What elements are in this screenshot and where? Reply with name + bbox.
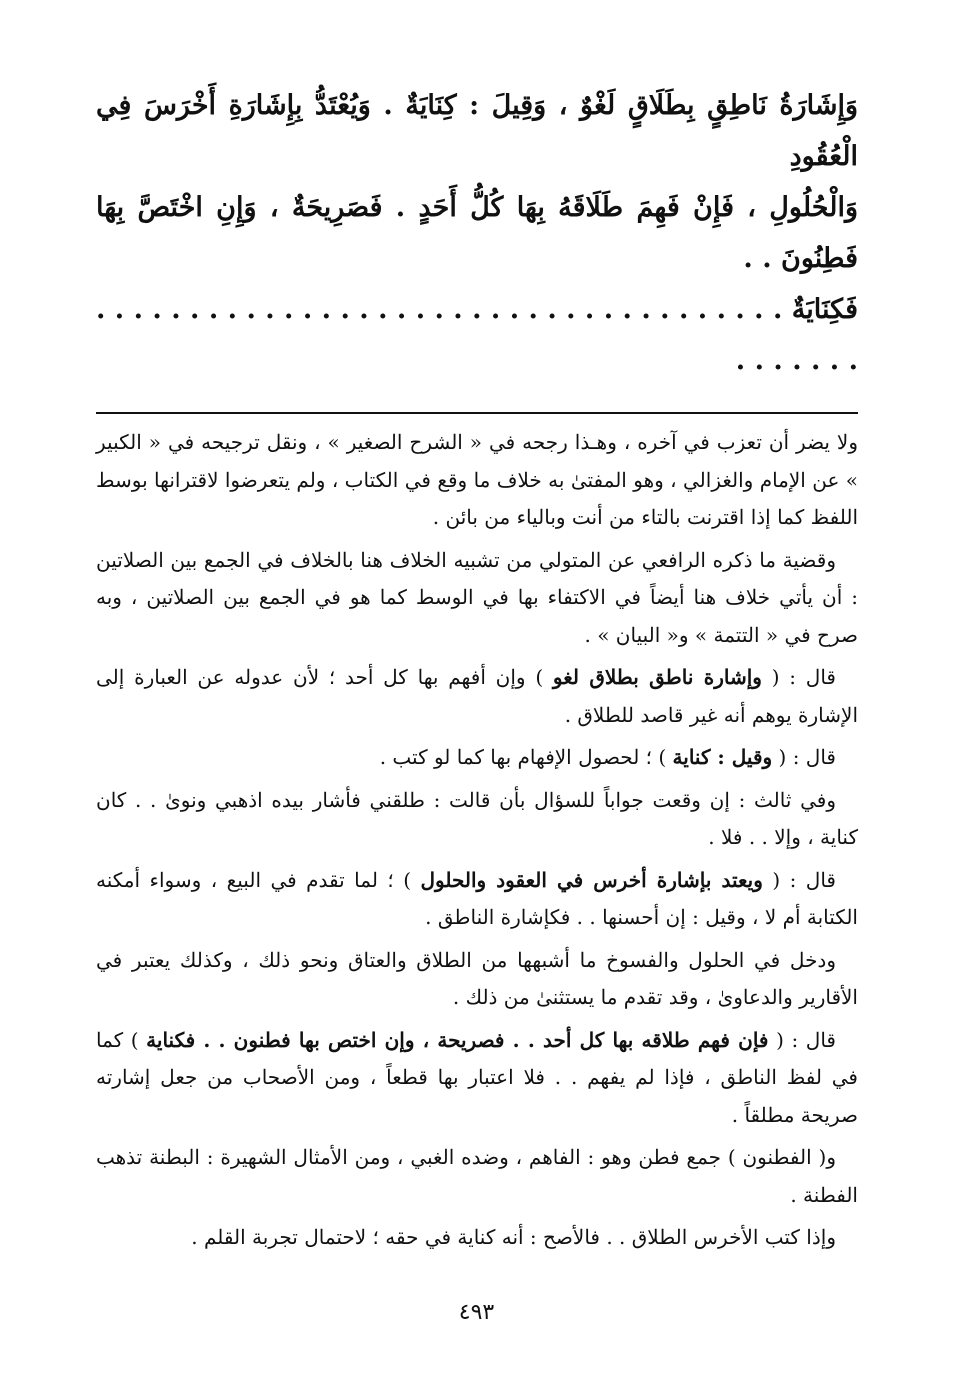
quote-open: قال : (: [761, 665, 836, 689]
matn-line: [96, 284, 858, 386]
matn-last-word: فَكِنَايَةٌ .: [773, 294, 858, 325]
divider-rule: [96, 412, 858, 414]
commentary-paragraph: و( الفطنون ) جمع فطن وهو : الفاهم ، وضده الغبي ، ومن الأمثال الشهيرة : البطنة تذهب الفطنة .: [96, 1145, 858, 1207]
commentary-paragraph: [96, 1022, 858, 1135]
commentary-paragraph: وإذا كتب الأخرس الطلاق . . فالأصح : أنه كناية في حقه ؛ لاحتمال تجربة القلم .: [191, 1225, 836, 1249]
commentary-text: ) ؛ لما تقدم في البيع ، وسواء أمكنه الكتابة أم لا ، وقيل : إن أحسنها . . فكإشارة الناطق .: [96, 867, 858, 929]
commentary-paragraph: [96, 739, 858, 777]
quote-open: قال : (: [772, 745, 836, 769]
commentary-paragraph: ولا يضر أن تعزب في آخره ، وهـذا رجحه في « الشرح الصغير » ، ونقل ترجيحه في « الكبير » عن الإمام والغزالي ، وهو المفتىٰ به خلاف ما وقع في الكتاب ، ولم يتعرضوا لاقترانها بوسط اللفظ كما إذا اقترنت بالتاء من أنت وبالياء من بائن .: [96, 430, 858, 529]
commentary-paragraph: [96, 659, 858, 734]
commentary-paragraph: ودخل في الحلول والفسوخ ما أشبهها من الطلاق والعتاق ونحو ذلك ، وكذلك يعتبر في الأقارير والدعاوىٰ ، وقد تقدم ما يستثنىٰ من ذلك .: [96, 947, 858, 1009]
quoted-matn: وقيل : كناية: [672, 745, 773, 769]
quoted-matn: وإشارة ناطق بطلاق لغو: [552, 665, 762, 689]
sharh-text: [96, 424, 858, 1257]
quote-open: قال : (: [762, 867, 836, 892]
matn-line: وَالْحُلُولِ ، فَإِنْ فَهِمَ طَلَاقَهُ بِهَا كُلُّ أَحَدٍ . فَصَرِيحَةٌ ، وَإِنِ اخْتَصَّ بِهَا فَطِنُونَ . .: [96, 192, 858, 274]
quoted-matn: فإن فهم طلاقه بها كل أحد . . فصريحة ، وإن اختص بها فطنون . . فكناية: [146, 1027, 769, 1052]
commentary-paragraph: وفي ثالث : إن وقعت جواباً للسؤال بأن قالت : طلقني فأشار بيده اذهبي ونوىٰ . . كان كناية ، وإلا . . فلا .: [96, 787, 858, 849]
page-body: [96, 80, 858, 1262]
matn-dots: . . . . . . . . . . . . . . . . . . . . . . . . . . . . . . . . . . . . . . . . . . .: [96, 294, 858, 376]
page-number: ٤٩٣: [458, 1300, 495, 1325]
commentary-paragraph: [96, 862, 858, 937]
commentary-text: ) وإن أفهم بها كل أحد ؛ لأن عدوله عن العبارة إلى الإشارة يوهم أنه غير قاصد للطلاق .: [96, 665, 858, 727]
quote-open: قال : (: [768, 1027, 836, 1052]
matn-text: [96, 80, 858, 386]
commentary-paragraph: وقضية ما ذكره الرافعي عن المتولي من تشبيه الخلاف هنا بالخلاف في الجمع بين الصلاتين : أن يأتي خلاف هنا أيضاً في الاكتفاء بها في الوسط كما هو في الجمع بين الصلاتين ، وبه صرح في « التتمة » و« البيان » .: [96, 547, 858, 647]
commentary-text: ) كما في لفظ الناطق ، فإذا لم يفهم . . فلا اعتبار بها قطعاً ، ومن الأصحاب من جعل إشارته صريحة مطلقاً .: [96, 1027, 858, 1127]
matn-line: وَإِشَارَةُ نَاطِقٍ بِطَلَاقٍ لَغْوٌ ، وَقِيلَ : كِنَايَةٌ . وَيُعْتَدُّ بِإِشَارَةِ أَخْرَسَ فِي الْعُقُودِ: [96, 90, 858, 172]
quoted-matn: ويعتد بإشارة أخرس في العقود والحلول: [420, 867, 763, 892]
commentary-text: ) ؛ لحصول الإفهام بها كما لو كتب .: [379, 745, 673, 769]
